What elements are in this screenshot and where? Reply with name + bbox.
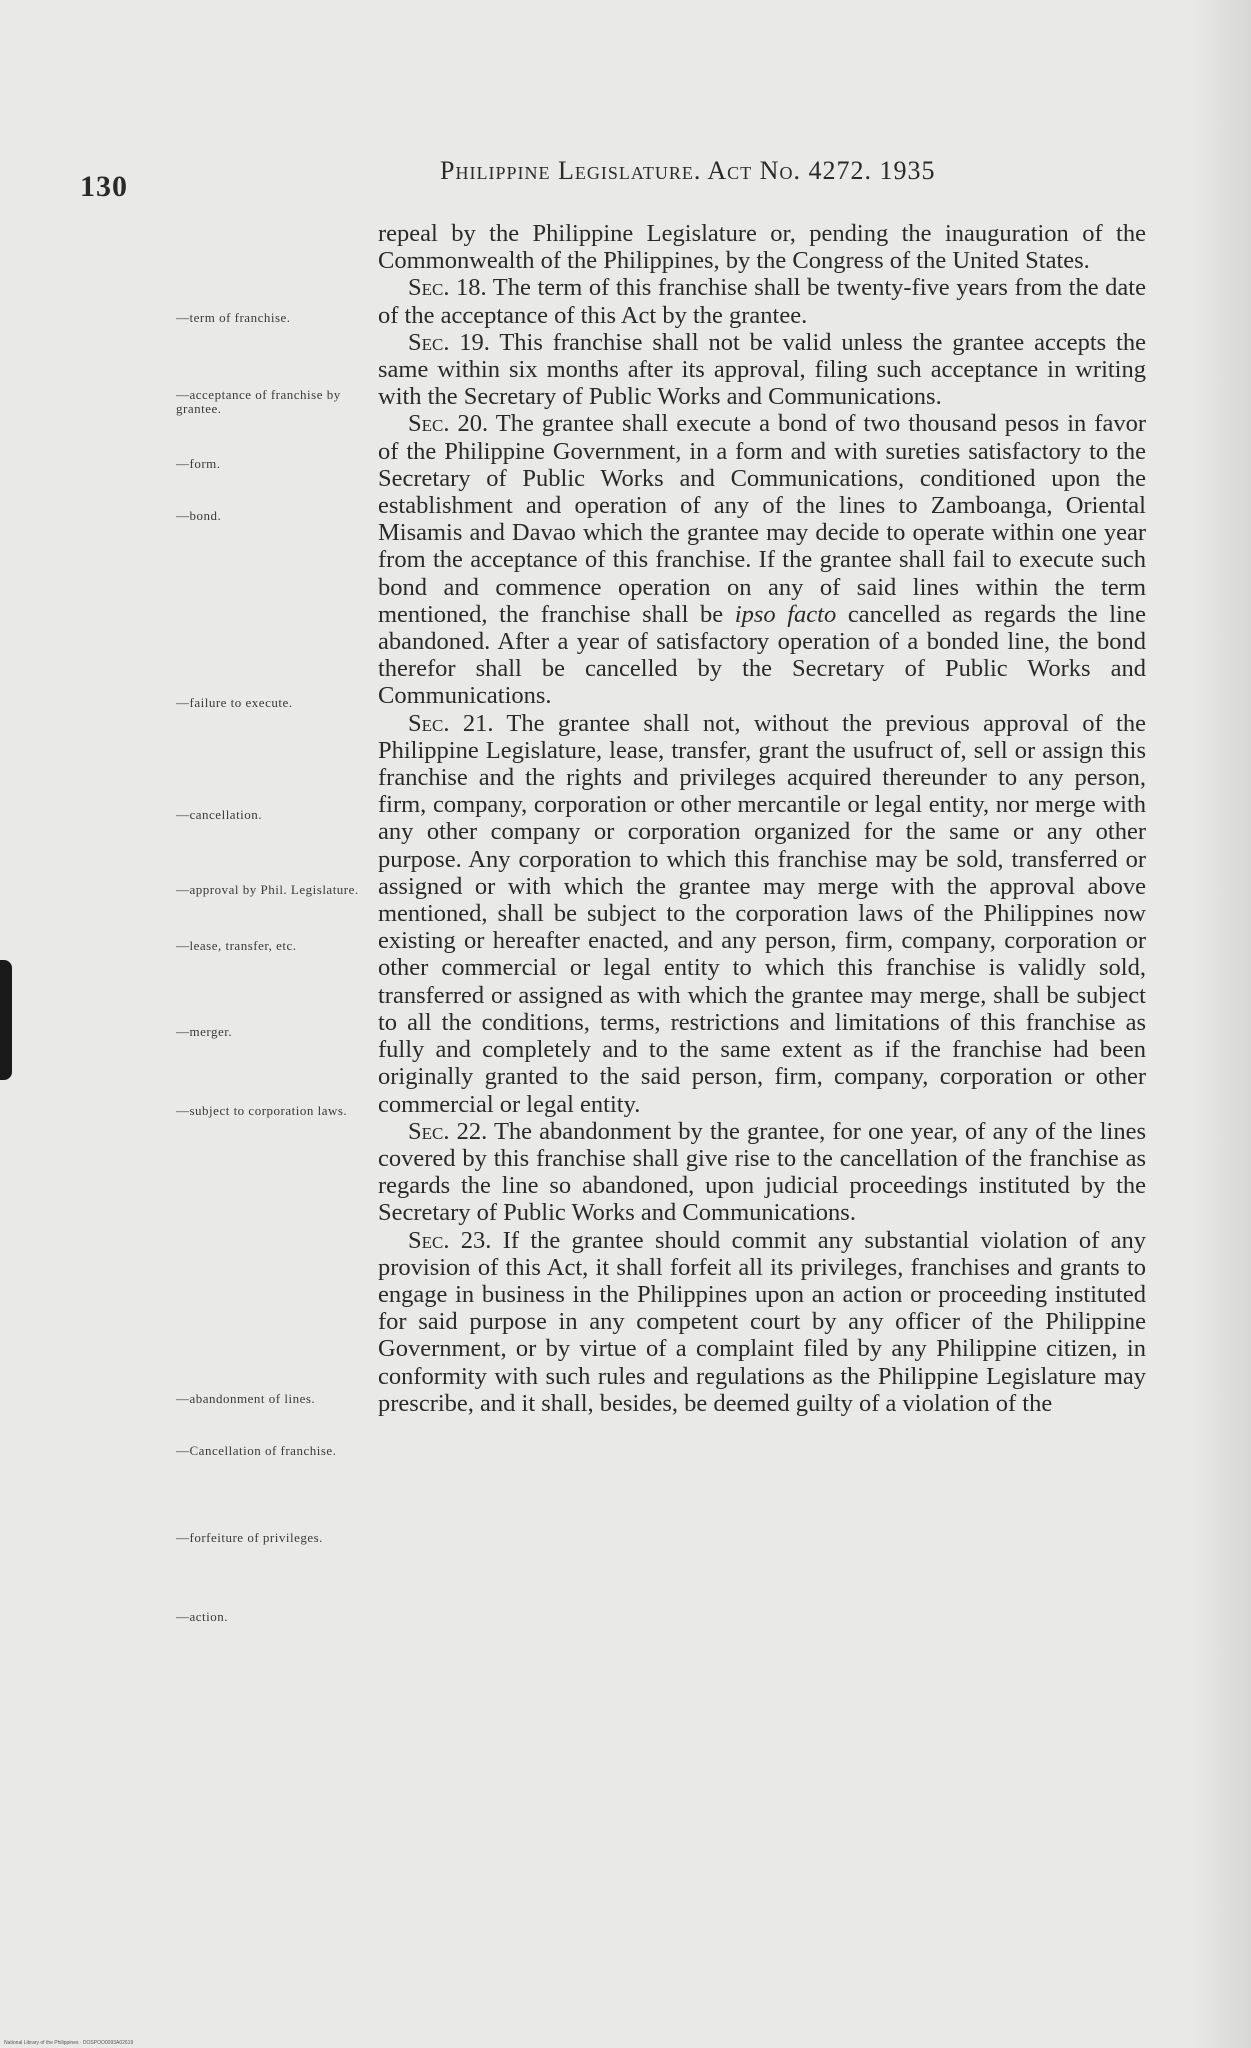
margin-note-lease: —lease, transfer, etc. xyxy=(176,938,297,953)
section-18-text: The term of this franchise shall be twenty-five years from the date of the acceptance of this Act by the grantee. xyxy=(378,274,1146,329)
margin-note-form: —form. xyxy=(176,456,221,471)
section-21-text: The grantee shall not, without the previous approval of the Philippine Legislature, lease, transfer, grant the usufruct of, sell or assign this franchise and the rights and privileges acquired thereunder to any person, firm, company, corporation or other mercantile or legal entity, nor merge with any other company or corporation organized for the same or any other purpose. Any corporation to which this franchise may be sold, transferred or assigned or with which the grantee may merge with the approval above mentioned, shall be subject to the corporation laws of the Philippines now existing or hereafter enacted, and any person, firm, company, corporation or other commercial or legal entity to which this franchise is validly sold, transferred or assigned as with which the grantee may merge, shall be subject to all the conditions, terms, restrictions and limitations of this franchise as fully and completely and to the same extent as if the franchise had been originally granted to the said person, firm, company, corporation or other commercial or legal entity. xyxy=(378,709,1146,1118)
section-18-label: Sec. 18. xyxy=(408,274,487,302)
section-19-label: Sec. 19. xyxy=(408,328,490,356)
margin-note-action: —action. xyxy=(176,1609,229,1624)
page-edge-shade xyxy=(1191,0,1251,2048)
margin-note-abandonment: —abandonment of lines. xyxy=(176,1391,316,1406)
margin-note-cancellation: —cancellation. xyxy=(176,807,263,822)
margin-note-forfeiture: —forfeiture of privileges. xyxy=(176,1530,323,1545)
section-18 xyxy=(378,274,1146,328)
page-number: 130 xyxy=(80,170,128,203)
scan-source-line: National Library of the Philippines · DOSPOO0093A02619 xyxy=(4,2040,134,2046)
margin-note-approval: —approval by Phil. Legislature. xyxy=(176,882,359,897)
section-23-text: If the grantee should commit any substantial violation of any provision of this Act, it shall forfeit all its privileges, franchises and grants to engage in business in the Philippines upon an action or proceeding instituted for said purpose in any competent court by any officer of the Philippine Government, or by virtue of a complaint filed by any Philippine citizen, in conformity with such rules and regulations as the Philippine Legislature may prescribe, and it shall, besides, be deemed guilty of a violation of the xyxy=(378,1226,1146,1417)
section-22 xyxy=(378,1118,1146,1227)
section-20 xyxy=(378,410,1146,709)
section-22-text: The abandonment by the grantee, for one year, of any of the lines covered by this franchise shall give rise to the cancellation of the franchise as regards the line so abandoned, upon judicial proceedings instituted by the Secretary of Public Works and Communications. xyxy=(378,1117,1146,1227)
paragraph-continuation: repeal by the Philippine Legislature or, pending the inauguration of the Commonwealth of the Philippines, by the Congress of the United States. xyxy=(378,220,1146,275)
margin-note-corporation-laws: —subject to corporation laws. xyxy=(176,1103,348,1118)
section-19-text: This franchise shall not be valid unless the grantee accepts the same within six months after its approval, filing such acceptance in writing with the Secretary of Public Works and Communications. xyxy=(378,328,1146,411)
section-21-label: Sec. 21. xyxy=(408,709,494,737)
section-20-text-a: The grantee shall execute a bond of two thousand pesos in favor of the Philippine Government, in a form and with sureties satisfactory to the Secretary of Public Works and Communications, conditioned upon the establishment and operation of any of the lines to Zamboanga, Oriental Misamis and Davao which the grantee may decide to operate within one year from the acceptance of this franchise. If the grantee shall fail to execute such bond and commence operation on any of said lines within the term mentioned, the franchise shall be xyxy=(378,410,1146,628)
margin-note-acceptance: —acceptance of franchise by grantee. xyxy=(176,387,341,416)
section-22-label: Sec. 22. xyxy=(408,1117,488,1145)
body-text xyxy=(378,220,1146,1417)
section-20-text-b: cancelled as regards the line abandoned. After a year of satisfactory operation of a bonded line, the bond therefor shall be cancelled by the Secretary of Public Works and Communications. xyxy=(378,600,1146,710)
section-20-label: Sec. 20. xyxy=(408,410,489,438)
section-23 xyxy=(378,1227,1146,1417)
margin-note-cancellation-franchise: —Cancellation of franchise. xyxy=(176,1443,337,1458)
margin-note-bond: —bond. xyxy=(176,508,222,523)
running-head: Philippine Legislature. Act No. 4272. 1935 xyxy=(440,156,936,185)
margin-note-failure: —failure to execute. xyxy=(176,695,293,710)
margin-note-merger: —merger. xyxy=(176,1024,233,1039)
margin-note-term: —term of franchise. xyxy=(176,310,291,325)
section-19 xyxy=(378,329,1146,411)
section-21 xyxy=(378,710,1146,1118)
section-20-italic: ipso facto xyxy=(734,600,837,628)
margin-notes xyxy=(0,0,380,2048)
section-23-label: Sec. 23. xyxy=(408,1226,492,1254)
